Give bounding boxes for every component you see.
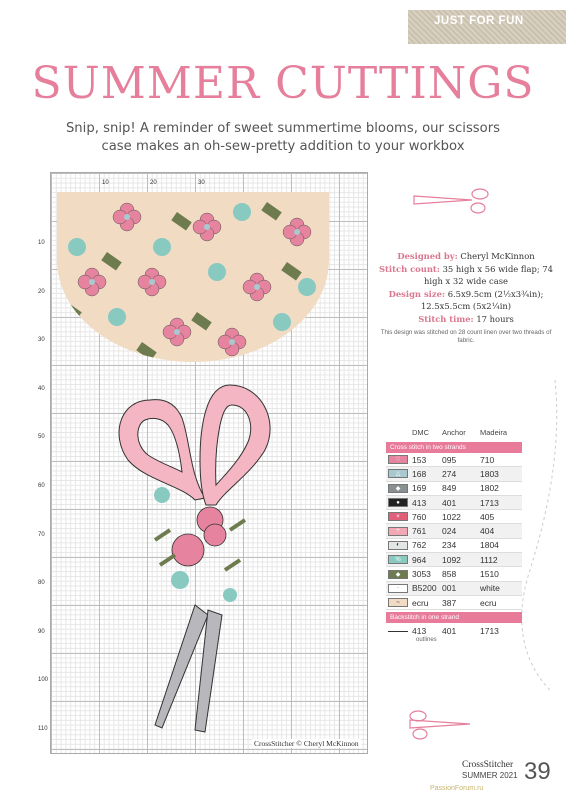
- key-symbol-icon: ◆: [388, 570, 408, 579]
- key-anchor: 1022: [442, 511, 461, 522]
- left-tick: 100: [38, 677, 49, 684]
- left-tick: 20: [38, 288, 45, 295]
- page-number: 39: [524, 758, 551, 785]
- magazine-brand: CrossStitcher: [462, 760, 514, 770]
- key-symbol-icon: ●: [388, 498, 408, 507]
- key-dmc: 413: [412, 497, 427, 508]
- key-header: DMC Anchor Madeira: [412, 428, 508, 437]
- watermark: PassionForum.ru: [430, 785, 484, 792]
- key-anchor: 024: [442, 526, 457, 537]
- key-dmc: ecru: [412, 597, 429, 608]
- left-tick: 50: [38, 434, 45, 441]
- key-row: [386, 582, 522, 596]
- page-title: SUMMER CUTTINGS: [31, 58, 535, 109]
- key-dmc: 762: [412, 540, 427, 551]
- page-folio: [462, 758, 551, 785]
- left-tick: 60: [38, 483, 45, 489]
- key-row: [386, 510, 522, 524]
- key-anchor: 387: [442, 597, 457, 608]
- left-tick: 70: [38, 531, 45, 538]
- key-dmc: 760: [412, 511, 427, 522]
- key-madeira: 405: [480, 511, 495, 522]
- key-dmc: 3053: [412, 569, 431, 580]
- key-madeira: 710: [480, 454, 495, 465]
- key-symbol-icon: ~: [388, 598, 408, 607]
- key-symbol-icon: △: [388, 469, 408, 478]
- key-symbol-icon: ×: [388, 512, 408, 521]
- flap-design: [57, 192, 329, 362]
- scissors-icon: [412, 182, 492, 222]
- key-madeira: 1803: [480, 468, 499, 479]
- chart-credit: CrossStitcher © Cheryl McKinnon: [254, 739, 359, 748]
- key-row: [386, 524, 522, 538]
- key-symbol-icon: ◐: [388, 541, 408, 550]
- scissors-icon: [400, 706, 490, 746]
- backstitch-note: outlines: [416, 637, 437, 644]
- key-madeira: 1804: [480, 540, 499, 551]
- key-dmc: 168: [412, 468, 427, 479]
- key-madeira: white: [480, 583, 500, 594]
- key-anchor: 274: [442, 468, 457, 479]
- left-tick: 110: [38, 726, 48, 732]
- issue-label: SUMMER 2021: [462, 771, 518, 780]
- key-dmc: B5200: [412, 583, 437, 594]
- key-anchor: 858: [442, 569, 457, 580]
- key-section-back: Backstitch in one strand: [386, 612, 522, 623]
- top-tick: 30: [198, 180, 205, 186]
- left-tick: 30: [38, 337, 45, 344]
- key-symbol-icon: %: [388, 555, 408, 564]
- key-anchor: 1092: [442, 554, 461, 565]
- key-dmc: 169: [412, 483, 427, 494]
- key-row-backstitch: 413 401 1713: [386, 623, 522, 639]
- section-tag: JUST FOR FUN: [408, 10, 566, 44]
- top-tick: 10: [102, 180, 109, 186]
- key-row: [386, 539, 522, 553]
- key-row: [386, 496, 522, 510]
- key-madeira: 404: [480, 526, 495, 537]
- key-row: [386, 453, 522, 467]
- key-symbol-icon: ·: [388, 584, 408, 593]
- key-dmc: 153: [412, 454, 427, 465]
- scissors-motif: [110, 380, 280, 740]
- key-row: [386, 553, 522, 567]
- left-tick: 80: [38, 580, 45, 587]
- key-row: [386, 596, 522, 610]
- key-symbol-icon: +: [388, 527, 408, 536]
- key-anchor: 095: [442, 454, 457, 465]
- key-dmc: 964: [412, 554, 427, 565]
- backstitch-line-icon: [388, 631, 408, 633]
- key-madeira: 1112: [480, 554, 498, 565]
- key-dmc: 761: [412, 526, 427, 537]
- page-subtitle: Snip, snip! A reminder of sweet summertime blooms, our scissors case makes an oh-sew-pretty addition to your workbox: [65, 121, 501, 154]
- design-info: Designed by: Cheryl McKinnon Stitch count: 35 high x 56 wide flap; 74 high x 32 wide case Design size: 6.5x9.5cm (2½x3¾in); 12.5x5.5cm (5x2¼in) Stitch time: 17 hours This design was stitched on 28 count linen over two threads of fabric.: [379, 251, 553, 344]
- left-tick: 40: [38, 385, 45, 392]
- key-anchor: 234: [442, 540, 457, 551]
- key-section-cross: Cross stitch in two strands: [386, 442, 522, 453]
- key-symbol-icon: ◆: [388, 484, 408, 493]
- key-row: [386, 467, 522, 481]
- thread-key: [386, 428, 522, 643]
- key-anchor: 401: [442, 497, 457, 508]
- left-tick: 10: [38, 240, 45, 246]
- key-anchor: 001: [442, 583, 457, 594]
- key-symbol-icon: ♡: [388, 455, 408, 464]
- key-row: [386, 482, 522, 496]
- left-tick: 90: [38, 628, 45, 635]
- top-tick: 20: [150, 180, 157, 186]
- key-anchor: 849: [442, 483, 457, 494]
- key-madeira: 1713: [480, 497, 499, 508]
- flap-motif: [57, 192, 329, 362]
- key-row: [386, 567, 522, 581]
- key-madeira: 1802: [480, 483, 499, 494]
- key-madeira: ecru: [480, 597, 497, 608]
- key-madeira: 1510: [480, 569, 499, 580]
